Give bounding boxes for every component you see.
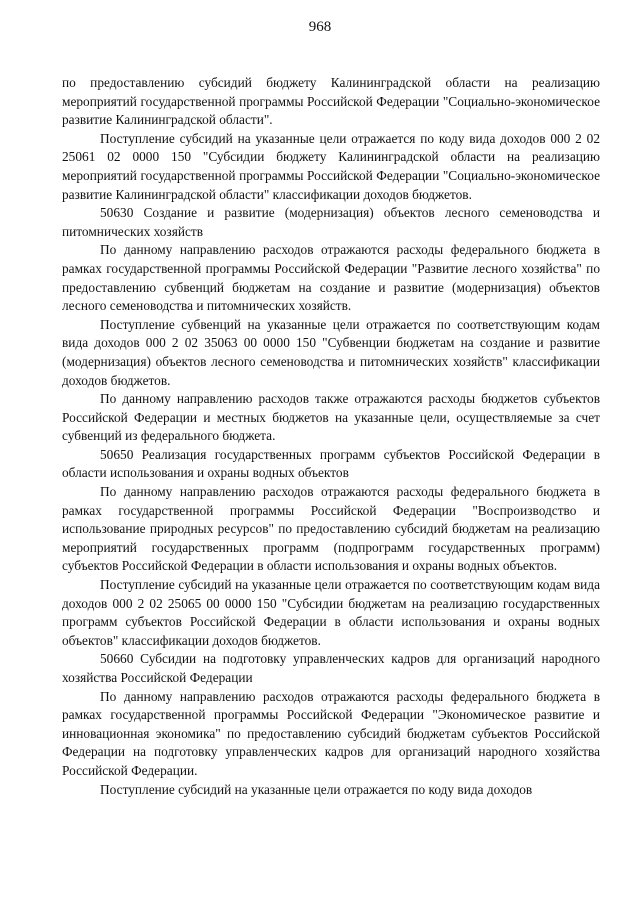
paragraph-forestry-expenses: По данному направлению расходов отражаются расходы федерального бюджета в рамках государственной программы Российской Федерации "Развитие лесного хозяйства" по предоставлению субвенций бюджетам на создание и развитие (модернизация) объектов лесного семеноводства и питомнических хозяйств. [62, 242, 600, 314]
paragraph-regional-budgets: По данному направлению расходов также отражаются расходы бюджетов субъектов Российской Федерации и местных бюджетов на указанные цели, осуществляемые за счет субвенций из федерального бюджета. [62, 391, 600, 444]
section-heading-50650: 50650 Реализация государственных программ субъектов Российской Федерации в области использования и охраны водных объектов [62, 446, 600, 481]
paragraph-management-training-expenses: По данному направлению расходов отражаются расходы федерального бюджета в рамках государственной программы Российской Федерации "Экономическое развитие и инновационная экономика" по предоставлению субсидий бюджетам субъектов Российской Федерации на подготовку управленческих кадров для организаций народного хозяйства Российской Федерации. [62, 688, 600, 778]
document-body [62, 74, 600, 799]
page-number: 968 [308, 19, 332, 35]
section-heading-50660: 50660 Субсидии на подготовку управленческих кадров для организаций народного хозяйства Российской Федерации [62, 651, 600, 685]
paragraph-forestry-income-code: Поступление субвенций на указанные цели отражается по соответствующим кодам вида доходов 000 2 02 35063 00 0000 150 "Субвенции бюджетам на создание и развитие (модернизация) объектов лесного семеноводства и питомнических хозяйств" классификации доходов бюджетов. [62, 316, 600, 388]
paragraph-continuation: по предоставлению субсидий бюджету Калининградской области на реализацию мероприятий государственной программы Российской Федерации "Социально-экономическое развитие Калининградской области". [62, 75, 600, 128]
paragraph-water-income-code: Поступление субсидий на указанные цели отражается по соответствующим кодам вида доходов 000 2 02 25065 00 0000 150 "Субсидии бюджетам на реализацию государственных программ субъектов Российской Федерации в области использования и охраны водных объектов" классификации доходов бюджетов. [62, 577, 600, 648]
paragraph-water-expenses: По данному направлению расходов отражаются расходы федерального бюджета в рамках государственной программы Российской Федерации "Воспроизводство и использование природных ресурсов" по предоставлению субсидий бюджетам на реализацию мероприятий государственных программ (подпрограмм государственных программ) субъектов Российской Федерации в области использования и охраны водных объектов. [62, 484, 600, 574]
paragraph-income-code-kaliningrad: Поступление субсидий на указанные цели отражается по коду вида доходов 000 2 02 25061 02 0000 150 "Субсидии бюджету Калининградской области на реализацию мероприятий государственной программы Российской Федерации "Социально-экономическое развитие Калининградской области" классификации доходов бюджетов. [62, 130, 600, 202]
paragraph-income-code-tail: Поступление субсидий на указанные цели отражается по коду вида доходов [100, 781, 533, 797]
section-heading-50630: 50630 Создание и развитие (модернизация) объектов лесного семеноводства и питомнических хозяйств [62, 205, 600, 239]
